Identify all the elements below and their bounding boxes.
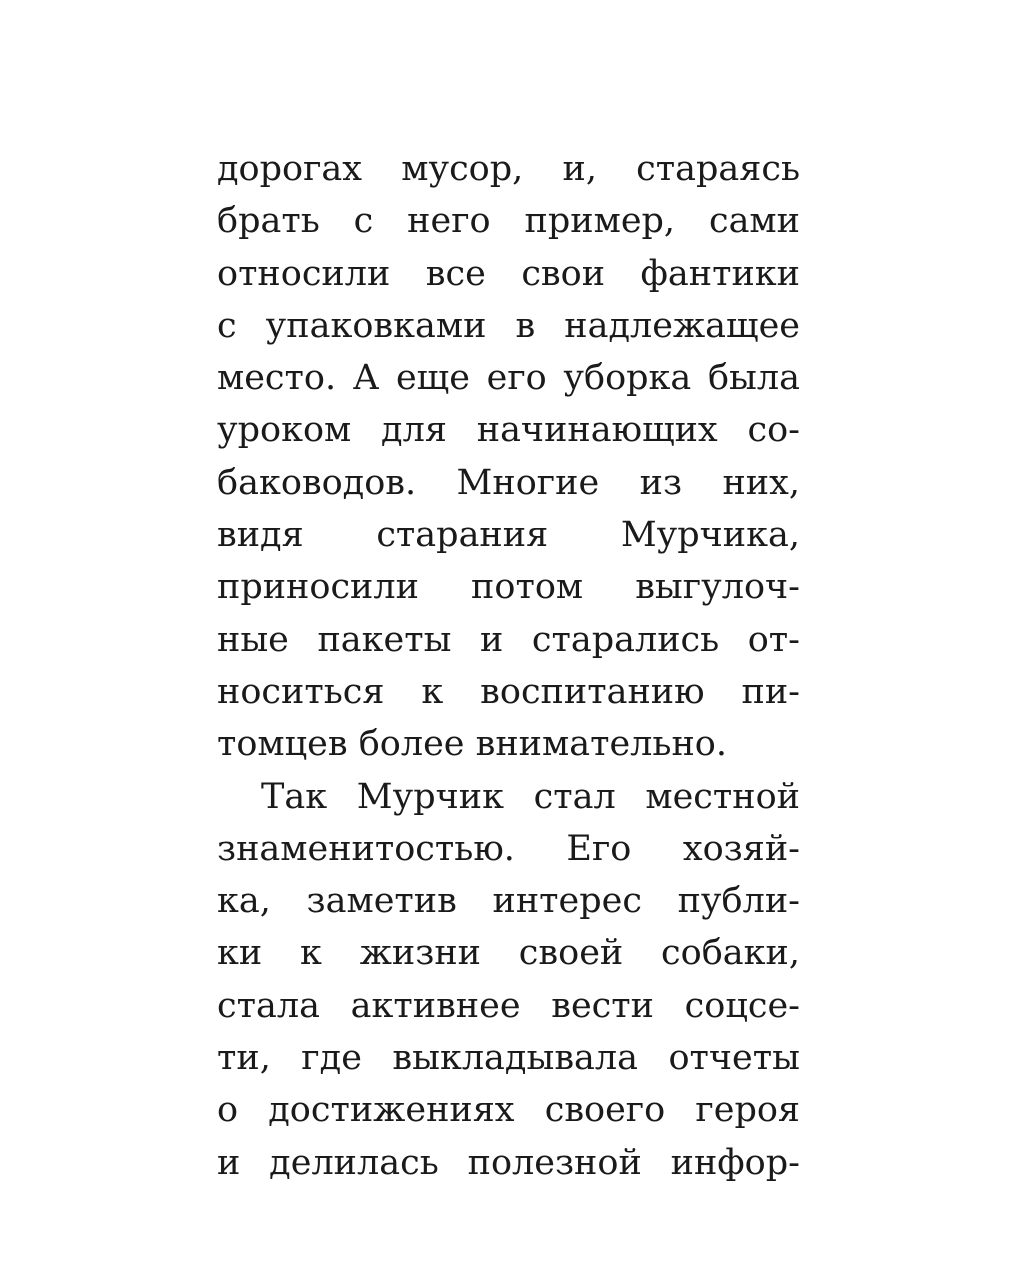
paragraph-end-line: томцев более внимательно. [217,724,727,765]
text-line: брать с него пример, сами [217,201,800,242]
text-line: видя старания Мурчика, [217,515,800,556]
text-line: о достижениях своего героя [217,1090,800,1131]
text-line: ти, где выкладывала отчеты [217,1038,800,1079]
text-line: место. А еще его уборка была [217,358,800,399]
text-line: знаменитостью. Его хозяй- [217,828,800,869]
text-line: ки к жизни своей собаки, [217,933,800,974]
paragraph-start-line: Так Мурчик стал местной [261,776,800,817]
text-line: ка, заметив интерес публи- [217,881,800,922]
text-line: ные пакеты и старались от- [217,619,800,660]
text-line: приносили потом выгулоч- [217,567,800,608]
text-line: баководов. Многие из них, [217,462,800,503]
text-line: носиться к воспитанию пи- [217,671,800,712]
text-line: уроком для начинающих со- [217,410,800,451]
text-column [217,143,800,1189]
text-line: и делилась полезной инфор- [217,1142,800,1183]
text-line: стала активнее вести соцсе- [217,985,800,1026]
text-line: дорогах мусор, и, стараясь [217,149,800,189]
text-line: относили все свои фантики [217,253,800,294]
text-line: с упаковками в надлежащее [217,305,800,346]
